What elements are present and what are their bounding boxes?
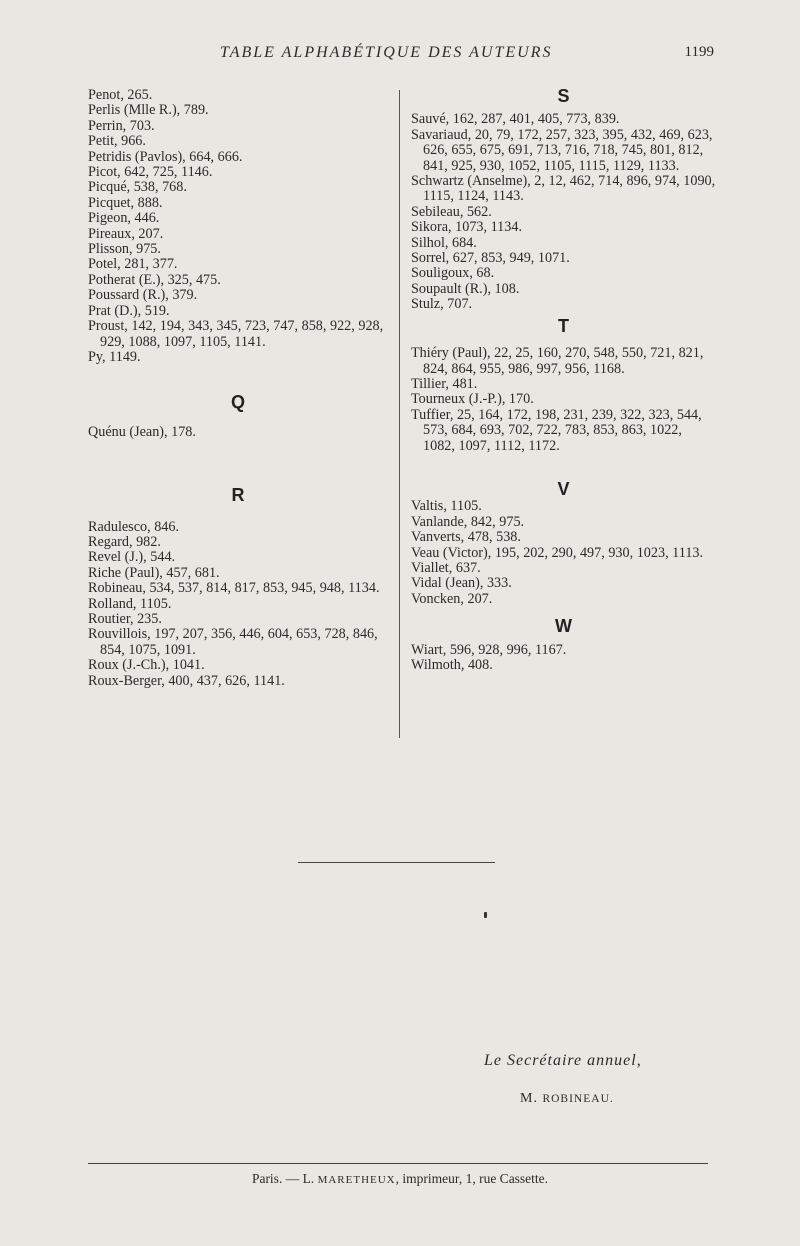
column-divider [399,90,400,738]
index-entry: Vidal (Jean), 333. [411,575,512,592]
signature-initial: M. [520,1091,543,1106]
index-entry: Rolland, 1105. [88,595,172,612]
index-entry: Veau (Victor), 195, 202, 290, 497, 930, 1023, 1113. [411,544,704,561]
index-entry: Sauvé, 162, 287, 401, 405, 773, 839. [411,111,620,128]
index-entry: Radulesco, 846. [88,518,180,535]
index-entry: Regard, 982. [88,533,161,550]
index-entry: Quénu (Jean), 178. [88,423,196,440]
signature-surname: ROBINEAU. [542,1093,614,1105]
index-entry: Penot, 265. [88,87,153,103]
index-entry: Robineau, 534, 537, 814, 817, 853, 945, 948, 1134. [88,580,380,597]
ink-mark [484,912,487,918]
section-letter-q: Q [230,392,245,413]
section-r [88,520,388,689]
imprint-suffix: , imprimeur, 1, rue Cassette. [395,1171,549,1186]
signature-name [520,1091,614,1107]
index-entry: Savariaud, 20, 79, 172, 257, 323, 395, 432, 469, 623, 626, 655, 675, 691, 713, 716, 718, 745, 801, 812, 841, 925, 930, 1052, 1105, 1115, 1129, 1133. [411,126,713,174]
index-entry: Rouvillois, 197, 207, 356, 446, 604, 653, 728, 846, 854, 1075, 1091. [88,626,378,658]
section-letter-r: R [231,485,245,506]
index-entry: Plisson, 975. [88,241,161,258]
index-entry: Tuffier, 25, 164, 172, 198, 231, 239, 322, 323, 544, 573, 684, 693, 702, 722, 783, 853, 863, 1022, 1082, 1097, 1112, 1172. [411,406,702,454]
end-rule [298,862,495,863]
index-entry: Sebileau, 562. [411,203,492,220]
index-entry: Potel, 281, 377. [88,256,178,273]
index-entry: Silhol, 684. [411,234,477,251]
index-column-left [88,88,388,689]
index-entry: Tourneux (J.-P.), 170. [411,391,534,408]
section-w [411,643,716,674]
index-entry: Wiart, 596, 928, 996, 1167. [411,641,567,658]
section-t [411,346,716,454]
printer-imprint [0,1171,800,1187]
section-letter-t: T [558,315,569,336]
index-entry: Souligoux, 68. [411,265,495,282]
index-entry: Viallet, 637. [411,559,481,576]
index-entry: Vanverts, 478, 538. [411,529,521,546]
index-entry: Soupault (R.), 108. [411,280,520,297]
page-number: 1199 [684,44,714,60]
section-p [88,88,388,365]
index-entry: Perlis (Mlle R.), 789. [88,102,209,119]
index-entry: Perrin, 703. [88,117,155,134]
index-entry: Roux (J.-Ch.), 1041. [88,657,205,674]
index-entry: Revel (J.), 544. [88,549,176,566]
section-letter-v: V [557,478,570,499]
index-entry: Voncken, 207. [411,590,493,607]
index-entry: Roux-Berger, 400, 437, 626, 1141. [88,672,285,689]
signature-role: Le Secrétaire annuel, [484,1052,642,1069]
section-letter-s: S [557,86,570,106]
index-entry: Stulz, 707. [411,296,473,313]
section-v [411,499,716,607]
index-entry: Picquet, 888. [88,194,163,211]
index-entry: Poussard (R.), 379. [88,287,198,304]
index-entry: Petit, 966. [88,133,146,150]
index-entry: Picqué, 538, 768. [88,179,187,196]
index-entry: Schwartz (Anselme), 2, 12, 462, 714, 896, 974, 1090, 1115, 1124, 1143. [411,173,716,205]
index-entry: Routier, 235. [88,610,162,627]
section-q [88,425,388,440]
index-entry: Sikora, 1073, 1134. [411,219,522,236]
section-letter-w: W [555,616,572,637]
index-column-right [411,88,716,673]
index-entry: Sorrel, 627, 853, 949, 1071. [411,250,570,267]
index-entry: Py, 1149. [88,348,141,365]
index-entry: Potherat (E.), 325, 475. [88,271,221,288]
index-entry: Proust, 142, 194, 343, 345, 723, 747, 858, 922, 928, 929, 1088, 1097, 1105, 1141. [88,318,384,350]
index-entry: Vanlande, 842, 975. [411,513,525,530]
index-entry: Wilmoth, 408. [411,657,493,673]
index-entry: Thiéry (Paul), 22, 25, 160, 270, 548, 550, 721, 821, 824, 864, 955, 986, 997, 956, 1168. [411,345,704,377]
index-entry: Prat (D.), 519. [88,302,170,319]
index-entry: Tillier, 481. [411,375,478,392]
index-entry: Pigeon, 446. [88,210,160,227]
footer-rule [88,1163,708,1164]
index-entry: Valtis, 1105. [411,498,482,515]
index-entry: Riche (Paul), 457, 681. [88,564,220,581]
page-title: TABLE ALPHABÉTIQUE DES AUTEURS [220,44,553,61]
imprint-prefix: Paris. — L. [251,1171,318,1186]
index-entry: Picot, 642, 725, 1146. [88,164,213,181]
section-s [411,112,716,312]
index-entry: Pireaux, 207. [88,225,164,242]
imprint-printer: MARETHEUX [317,1174,396,1186]
index-entry: Petridis (Pavlos), 664, 666. [88,148,243,165]
